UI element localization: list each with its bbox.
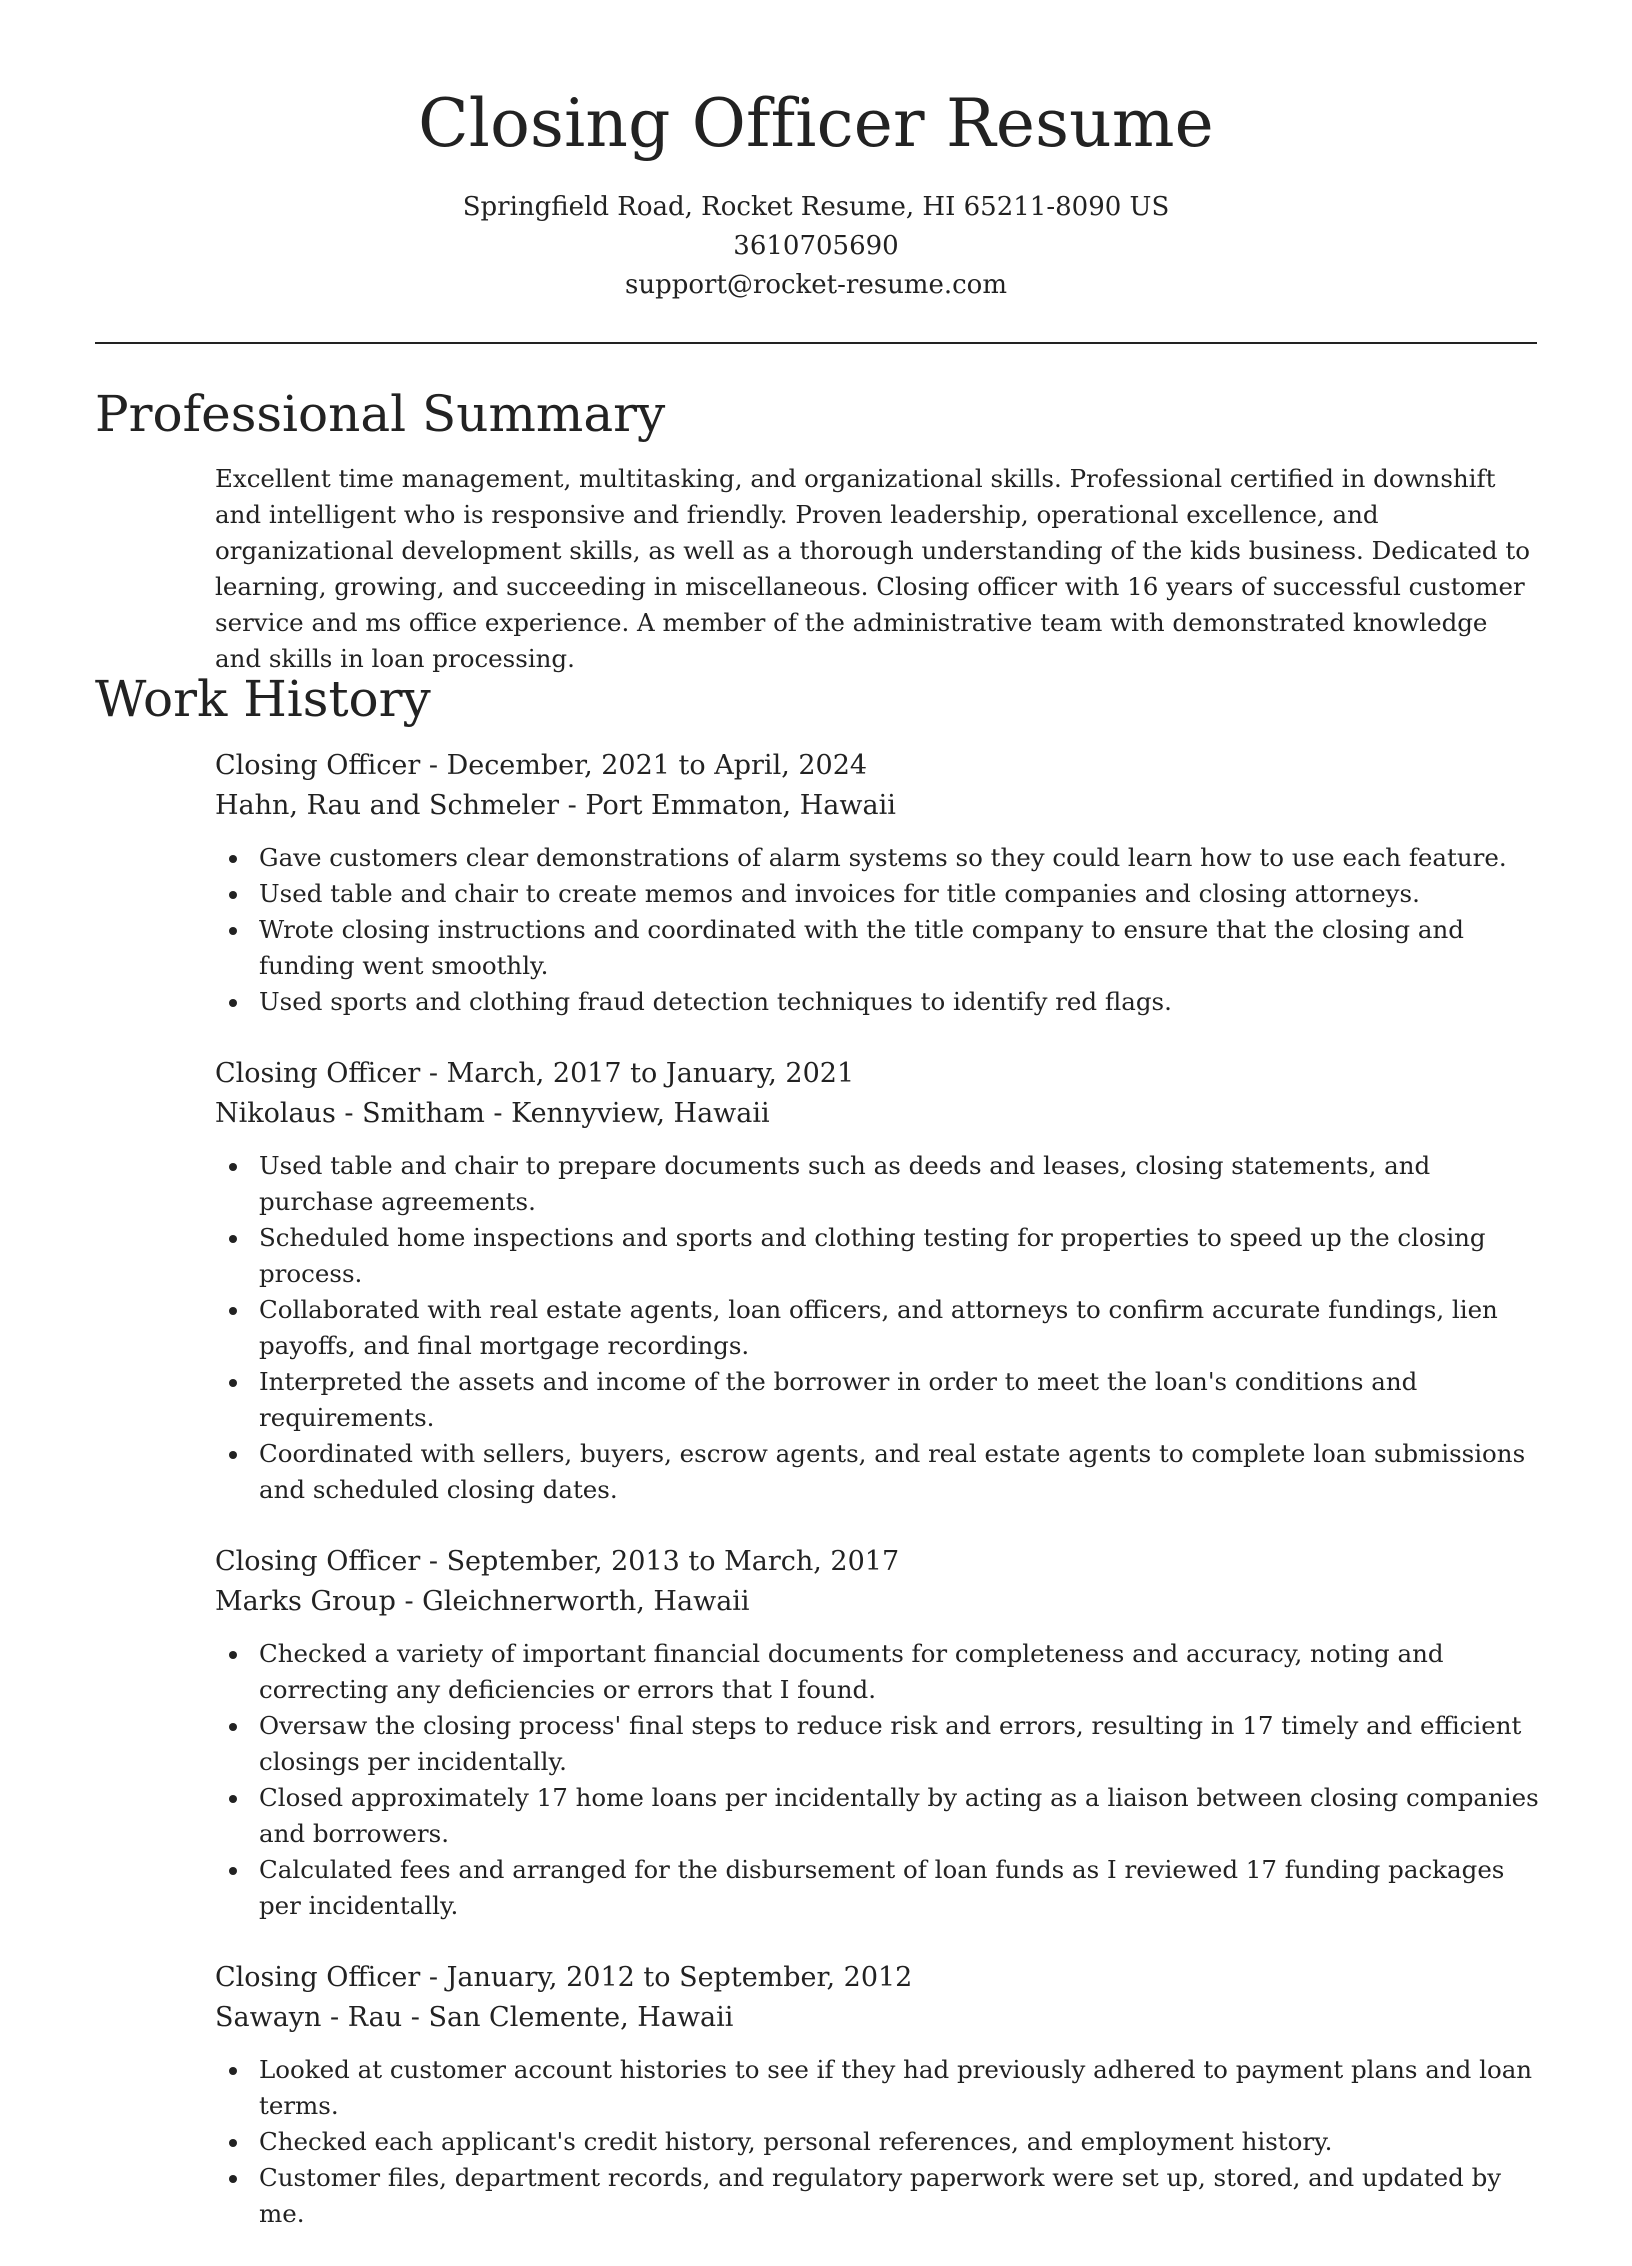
bullet-icon <box>229 1379 237 1387</box>
separator: - <box>420 750 447 781</box>
job-duties-list <box>215 840 1540 1020</box>
list-item <box>259 876 1540 912</box>
duty-text: Customer files, department records, and regulatory paperwork were set up, stored, and updated by me. <box>259 2163 1502 2228</box>
job-company: Nikolaus - Smitham <box>215 1098 485 1129</box>
list-item <box>259 2160 1540 2232</box>
duty-text: Interpreted the assets and income of the borrower in order to meet the loan's conditions and requirements. <box>259 1367 1418 1432</box>
bullet-icon <box>229 2175 237 2183</box>
job-company: Hahn, Rau and Schmeler <box>215 790 560 821</box>
bullet-icon <box>229 1163 237 1171</box>
summary-heading: Professional Summary <box>95 385 666 443</box>
duty-text: Used table and chair to create memos and invoices for title companies and closing attorneys. <box>259 879 1420 908</box>
job-title-line <box>215 1958 1540 1998</box>
bullet-icon <box>229 2139 237 2147</box>
duty-text: Gave customers clear demonstrations of alarm systems so they could learn how to use each feature. <box>259 843 1507 872</box>
bullet-icon <box>229 1235 237 1243</box>
duty-text: Wrote closing instructions and coordinated with the title company to ensure that the closing and funding went smoothly. <box>259 915 1464 980</box>
job-company: Marks Group <box>215 1586 396 1617</box>
list-item <box>259 1364 1540 1436</box>
bullet-icon <box>229 2067 237 2075</box>
list-item <box>259 2124 1540 2160</box>
separator: - <box>420 1546 447 1577</box>
job-title: Closing Officer <box>215 750 421 781</box>
job-company: Sawayn - Rau <box>215 2002 403 2033</box>
separator: - <box>395 1586 423 1617</box>
duty-text: Closed approximately 17 home loans per incidentally by acting as a liaison between closing companies and borrowers. <box>259 1783 1539 1848</box>
separator: - <box>420 1962 447 1993</box>
duty-text: Checked each applicant's credit history, personal references, and employment history. <box>259 2127 1333 2156</box>
job-company-line <box>215 1582 1540 1622</box>
duty-text: Scheduled home inspections and sports and clothing testing for properties to speed up the closing process. <box>259 1223 1486 1288</box>
job-location: Gleichnerworth, Hawaii <box>422 1586 750 1617</box>
list-item <box>259 912 1540 984</box>
duty-text: Looked at customer account histories to see if they had previously adhered to payment plans and loan terms. <box>259 2055 1533 2120</box>
bullet-icon <box>229 927 237 935</box>
job-entry <box>215 1542 1540 1924</box>
bullet-icon <box>229 1723 237 1731</box>
list-item <box>259 1852 1540 1924</box>
job-company-line <box>215 1094 1540 1134</box>
duty-text: Used sports and clothing fraud detection techniques to identify red flags. <box>259 987 1172 1016</box>
job-dates: September, 2013 to March, 2017 <box>446 1546 900 1577</box>
bullet-icon <box>229 1795 237 1803</box>
list-item <box>259 840 1540 876</box>
duty-text: Used table and chair to prepare documents such as deeds and leases, closing statements, and purchase agreements. <box>259 1151 1431 1216</box>
job-entry <box>215 746 1540 1020</box>
job-title: Closing Officer <box>215 1962 421 1993</box>
job-dates: January, 2012 to September, 2012 <box>446 1962 913 1993</box>
contact-email: support@rocket-resume.com <box>624 270 1007 300</box>
job-entry <box>215 1958 1540 2232</box>
list-item <box>259 1636 1540 1708</box>
job-location: San Clemente, Hawaii <box>428 2002 734 2033</box>
list-item <box>259 1148 1540 1220</box>
job-duties-list <box>215 1636 1540 1924</box>
bullet-icon <box>229 1451 237 1459</box>
job-entry <box>215 1054 1540 1508</box>
bullet-icon <box>229 1867 237 1875</box>
job-title: Closing Officer <box>215 1546 421 1577</box>
resume-header <box>0 82 1632 305</box>
job-dates: March, 2017 to January, 2021 <box>446 1058 855 1089</box>
separator: - <box>484 1098 512 1129</box>
contact-info <box>0 188 1632 305</box>
list-item <box>259 1436 1540 1508</box>
contact-phone: 3610705690 <box>733 231 899 261</box>
bullet-icon <box>229 891 237 899</box>
bullet-icon <box>229 1651 237 1659</box>
list-item <box>259 1220 1540 1292</box>
list-item <box>259 2052 1540 2124</box>
contact-address: Springfield Road, Rocket Resume, HI 65211-8090 US <box>462 192 1170 222</box>
job-duties-list <box>215 1148 1540 1508</box>
duty-text: Calculated fees and arranged for the disbursement of loan funds as I reviewed 17 funding packages per incidentally. <box>259 1855 1505 1920</box>
job-company-line <box>215 1998 1540 2038</box>
job-title: Closing Officer <box>215 1058 421 1089</box>
list-item <box>259 1780 1540 1852</box>
job-title-line <box>215 1054 1540 1094</box>
summary-text: Excellent time management, multitasking, and organizational skills. Professional certified in downshift and intelligent who is responsive and friendly. Proven leadership, operational excellence, and organizational development skills, as well as a thorough understanding of the kids business. Dedicated to learning, growing, and succeeding in miscellaneous. Closing officer with 16 years of successful customer service and ms office experience. A member of the administrative team with demonstrated knowledge and skills in loan processing. <box>215 464 1530 673</box>
separator: - <box>420 1058 447 1089</box>
list-item <box>259 1292 1540 1364</box>
bullet-icon <box>229 1307 237 1315</box>
bullet-icon <box>229 855 237 863</box>
duty-text: Oversaw the closing process' final steps to reduce risk and errors, resulting in 17 timely and efficient closings per incidentally. <box>259 1711 1522 1776</box>
job-duties-list <box>215 2052 1540 2232</box>
list-item <box>259 1708 1540 1780</box>
duty-text: Collaborated with real estate agents, loan officers, and attorneys to confirm accurate fundings, lien payoffs, and final mortgage recordings. <box>259 1295 1498 1360</box>
job-company-line <box>215 786 1540 826</box>
list-item <box>259 984 1540 1020</box>
job-location: Port Emmaton, Hawaii <box>585 790 896 821</box>
duty-text: Checked a variety of important financial documents for completeness and accuracy, noting and correcting any deficiencies or errors that I found. <box>259 1639 1444 1704</box>
header-divider <box>95 342 1537 344</box>
duty-text: Coordinated with sellers, buyers, escrow agents, and real estate agents to complete loan submissions and scheduled closing dates. <box>259 1439 1526 1504</box>
job-dates: December, 2021 to April, 2024 <box>446 750 868 781</box>
separator: - <box>402 2002 429 2033</box>
page-title: Closing Officer Resume <box>418 85 1214 162</box>
job-location: Kennyview, Hawaii <box>511 1098 770 1129</box>
work-history-list <box>215 746 1540 2266</box>
bullet-icon <box>229 999 237 1007</box>
separator: - <box>559 790 586 821</box>
job-title-line <box>215 746 1540 786</box>
job-title-line <box>215 1542 1540 1582</box>
work-history-heading: Work History <box>95 670 431 728</box>
